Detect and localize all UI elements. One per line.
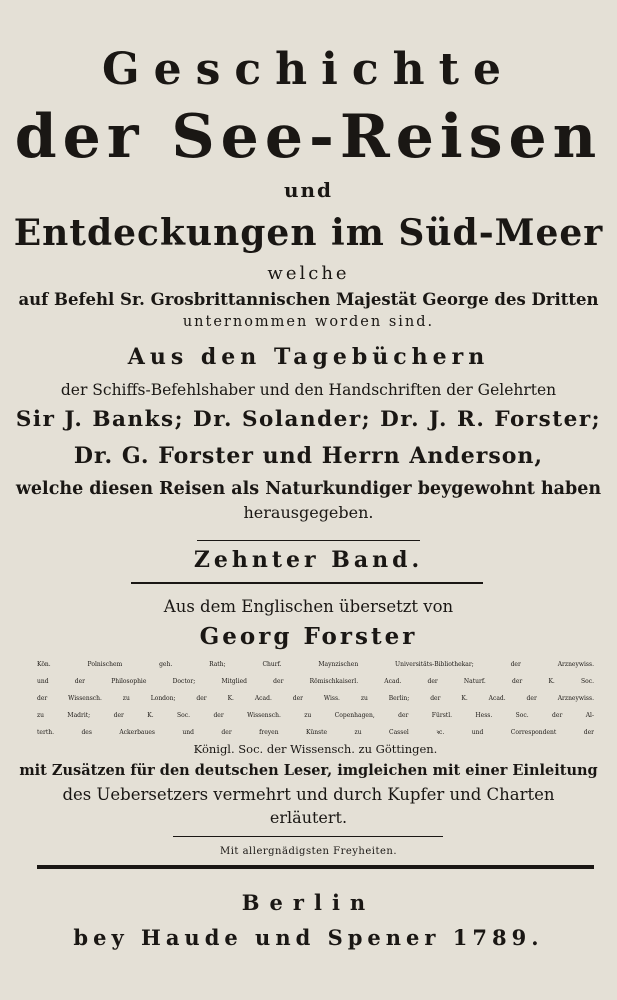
title-line-7: unternommen worden sind. — [182, 314, 435, 330]
translation-line: Aus dem Englischen übersetzt von — [163, 597, 454, 616]
title-line-4: Entdeckungen im Süd-Meer — [13, 212, 604, 254]
divider-rule — [173, 836, 443, 837]
title-line-11: Dr. G. Forster und Herrn Anderson, — [73, 443, 544, 469]
credits-line: Königl. Soc. der Wissensch. zu Göttingen. — [193, 742, 438, 756]
title-line-2: der See-Reisen — [14, 102, 603, 172]
divider-rule — [131, 582, 483, 584]
credits-line: der Wissensch. zu London; der K. Acad. der Wiss. zu Berlin; der K. Acad. der Arzneywiss. — [37, 695, 594, 702]
title-line-6: auf Befehl Sr. Grosbrittannischen Majestät George des Dritten — [18, 290, 599, 309]
privilege-note: Mit allergnädigsten Freyheiten. — [219, 846, 398, 857]
volume-label: Zehnter Band. — [193, 547, 424, 573]
divider-rule-thick — [37, 865, 594, 869]
title-line-8: Aus den Tagebüchern — [127, 344, 490, 370]
additions-line-2: des Uebersetzers vermehrt und durch Kupfer und Charten — [62, 785, 555, 804]
credits-line: terth. des Ackerbaues und der freyen Künste zu Cassel ꝛc. und Correspondent der — [37, 729, 594, 736]
additions-line-3: erläutert. — [269, 808, 348, 827]
credits-line: Kön. Polnischem geh. Rath; Churf. Maynzischen Universitäts-Bibliothekar; der Arzneywiss. — [37, 661, 594, 668]
title-line-12: welche diesen Reisen als Naturkundiger beygewohnt haben — [15, 479, 602, 499]
title-line-1: Geschichte — [102, 44, 515, 95]
divider-rule — [197, 540, 420, 541]
translator-credits — [37, 656, 594, 758]
translator-name: Georg Forster — [199, 623, 418, 650]
title-line-13: herausgegeben. — [243, 503, 374, 522]
title-line-3: und — [283, 178, 334, 202]
imprint-city: Berlin — [241, 890, 376, 915]
title-line-10: Sir J. Banks; Dr. Solander; Dr. J. R. Forster; — [15, 407, 602, 432]
additions-line-1: mit Zusätzen für den deutschen Leser, imgleichen mit einer Einleitung — [19, 762, 598, 779]
credits-line: zu Madrit; der K. Soc. der Wissensch. zu Copenhagen, der Fürstl. Hess. Soc. der Al- — [37, 712, 594, 719]
credits-line: und der Philosophie Doctor; Mitglied der Römischkaiserl. Acad. der Naturf. der K. Soc. — [37, 678, 594, 685]
title-line-5: welche — [267, 263, 350, 284]
imprint-publisher-year: bey Haude und Spener 1789. — [73, 925, 544, 950]
title-line-9: der Schiffs-Befehlshaber und den Handschriften der Gelehrten — [60, 381, 557, 399]
